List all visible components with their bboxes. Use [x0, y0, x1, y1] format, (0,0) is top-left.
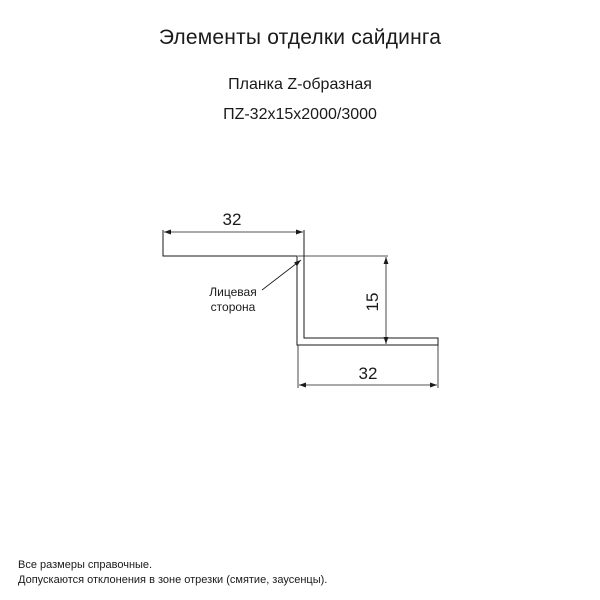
product-code: ПZ-32x15x2000/3000 [223, 106, 377, 123]
dimension-label-top-width: 32 [222, 210, 242, 229]
page-title: Элементы отделки сайдинга [158, 26, 442, 49]
footer-notes [18, 558, 327, 588]
dimension-label-height: 15 [363, 292, 382, 312]
note-reference-dimensions: Все размеры справочные. [18, 559, 153, 571]
face-side-callout [209, 260, 301, 314]
dimension-height [298, 256, 388, 344]
dimension-bottom [298, 345, 438, 388]
face-side-label-line2: сторона [210, 300, 256, 314]
product-name: Планка Z-образная [228, 76, 372, 93]
dimension-label-bottom-width: 32 [358, 364, 378, 383]
face-side-label-line1: Лицевая [209, 285, 257, 299]
z-profile-outline [163, 230, 438, 345]
dimension-top [163, 210, 303, 232]
note-cutting-tolerance: Допускаются отклонения в зоне отрезки (смятие, заусенцы). [18, 574, 328, 586]
leader-line [262, 260, 301, 290]
